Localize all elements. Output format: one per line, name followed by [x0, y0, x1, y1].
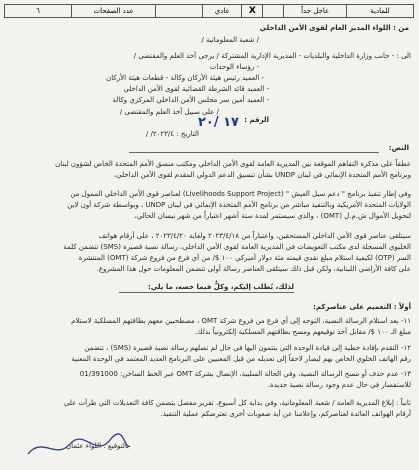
to-line-4: - العميد قائد الشرطة القضائية لقوى الأمن الداخلي [123, 85, 269, 93]
body-line-5: لتحويل الأموال ش.م.ل (OMT) ، والذي سيستمر لمدة ستة أشهر اعتباراً من شهر نيسان الحالي، [134, 212, 411, 220]
body-line-3: وفي إطار تنفيذ برنامج " دعم سبل العيش " (Livelihoods Support Project) لعناصر قوى الأمن الداخلي الممول من [70, 190, 411, 198]
normal-label: عادي [203, 5, 242, 18]
to-line-5: - العميد أمين سر مجلس الأمن الداخلي المركزي وكالة [112, 96, 269, 104]
pages-label: عدد الصفحات [72, 5, 156, 18]
pages-value: ٦ [5, 5, 72, 18]
section-2-line-1: ثانياً : إبلاغ المديرية العامة / شعبة المعلوماتية، وفي بداية كل أسبوع، تقرير مفصل يتضمن كافة التعديلات التي طرأت على [63, 399, 411, 407]
instruction-title: لذلك، يُطلب إليكم، وكلٌّ فيما خصه، ما يلي: [148, 283, 294, 291]
urgency-label: للمادية [347, 5, 414, 18]
section-2-line-2: أرقام الهواتف العائدة لعناصركم، وإعلامنا عن أية صعوبات أخرى تعترضكم عملية التنفيذ. [160, 410, 411, 418]
item-1-line-1: ١١- بعد استلام الرسالة النصية، التوجه إلى أي فرع من فروع شركة OMT ، مصطحبين معهم بطاقتهم المسلكية لاستلام [71, 317, 411, 325]
signature-label: بالتوقيع : اللواء عثمان [65, 442, 129, 450]
to-line-6: / على سبيل أخذ العلم والمقتضى / [119, 108, 219, 116]
body-line-7: الخليوي المسجلة لدى مكتب التعويضات في المديرية العامة لقوى الأمن الداخلي، رسالة نصية قصيرة (SMS) تتضمن كلمة [63, 243, 411, 251]
signature-image [24, 432, 134, 462]
date-label: التاريخ : ٢٠٢٣/٤/ / [145, 130, 199, 138]
ref-label: الرقم : [244, 116, 269, 124]
empty-cell [156, 5, 203, 18]
to-line-3: - العميد رئيس هيئة الأركان وكالة - قطعات هيئة الأركان [106, 74, 264, 82]
body-line-9: على كافة الأراضي اللبنانية، ولكن قبل ذلك سيتلقى العناصر رسالة أولى تتضمن المعلومات حول هذا المشروع. [96, 265, 411, 273]
x-mark: X [242, 5, 263, 18]
body-line-2: وبرنامج الأمم المتحدة الإنمائي في لبنان UNDP بشأن تنسيق الدعم الدولي المقدم لقوى الأمن الداخلي، [113, 171, 411, 179]
ref-value: ١٧ /٢٠ [197, 115, 239, 130]
subject-label: النص: [388, 144, 409, 152]
header-table [4, 4, 414, 18]
body-line-6: سيتلقى عناصر قوى الأمن الداخلي المستحقين، واعتباراً من ٢٠٢٣/٤/١٨ ولغاية ٢٠٢٣/٤/٢٠ ، على أرقام هواتف [98, 232, 411, 240]
from-subline: / شعبة المعلوماتية / [201, 36, 259, 44]
very-urgent-label: عاجل جداً [284, 5, 347, 18]
item-1-line-2: مبلغ الـ ١٠٠ $/ مقابل أخذ توقيعهم ومسح بطاقتهم المسلكية إلكترونياً بذلك. [194, 328, 411, 336]
item-3-line-2: للاستفسار في حال عدم وجود رسالة نصية جديدة. [267, 381, 411, 389]
instruction-underline [119, 292, 294, 293]
body-line-8: السر (OTP) لكيفية استلام مبلغ نقدي قيمته مئة دولار أميركي ١٠٠ $/ من أي فرع من فروع شركة (OMT) المنتشرة [78, 254, 411, 262]
item-2-line-2: رقم الهاتف الخلوي الخاص بهم ليصار لاحقاً إلى تعديله من قبل المعنيين على البرنامج العديد المعتمد في الوحدة المعنية [71, 355, 411, 363]
body-line-1: عطفاً على مذكرة التفاهم الموقعة بين المديرية العامة لقوى الأمن الداخلي ومكتب منسق الأمم المتحدة الخاص لشؤون لبنان [55, 160, 411, 168]
item-3-line-1: ١٣- عدم حذف أو مسح الرسالة النصية، وفي الحالة السلبية، الإتصال بشركة OMT عبر الخط الساخن: 01/391000 [79, 370, 411, 378]
subject-underline [129, 152, 379, 153]
body-line-4: الولايات المتحدة الأمريكية وبالتنفيذ مباشر من برنامج الأمم المتحدة الإنمائي في لبنان UNDP ، وبواسطة شركة أون لاين [67, 201, 411, 209]
to-line-1: الى : - جانب وزارة الداخلية والبلديات - المديرية الإدارية المشتركة / يرجى أخذ العلم والمقتضى / [133, 52, 411, 60]
from-line: من : اللواء المدير العام لقوى الأمن الداخلي [259, 24, 409, 32]
item-2-line-1: ١٢- التقدم بإفادة خطية إلى قيادة الوحدة التي ينتمون اليها في حال لم تصلهم رسالة نصية قصيرة (SMS) ، تتضمن [84, 344, 411, 352]
to-line-2: - رؤساء الوحدات [209, 63, 259, 71]
empty-checkbox-cell [263, 5, 284, 18]
section-1-title: أولاً : التعميم على عناصركم: [313, 303, 411, 311]
